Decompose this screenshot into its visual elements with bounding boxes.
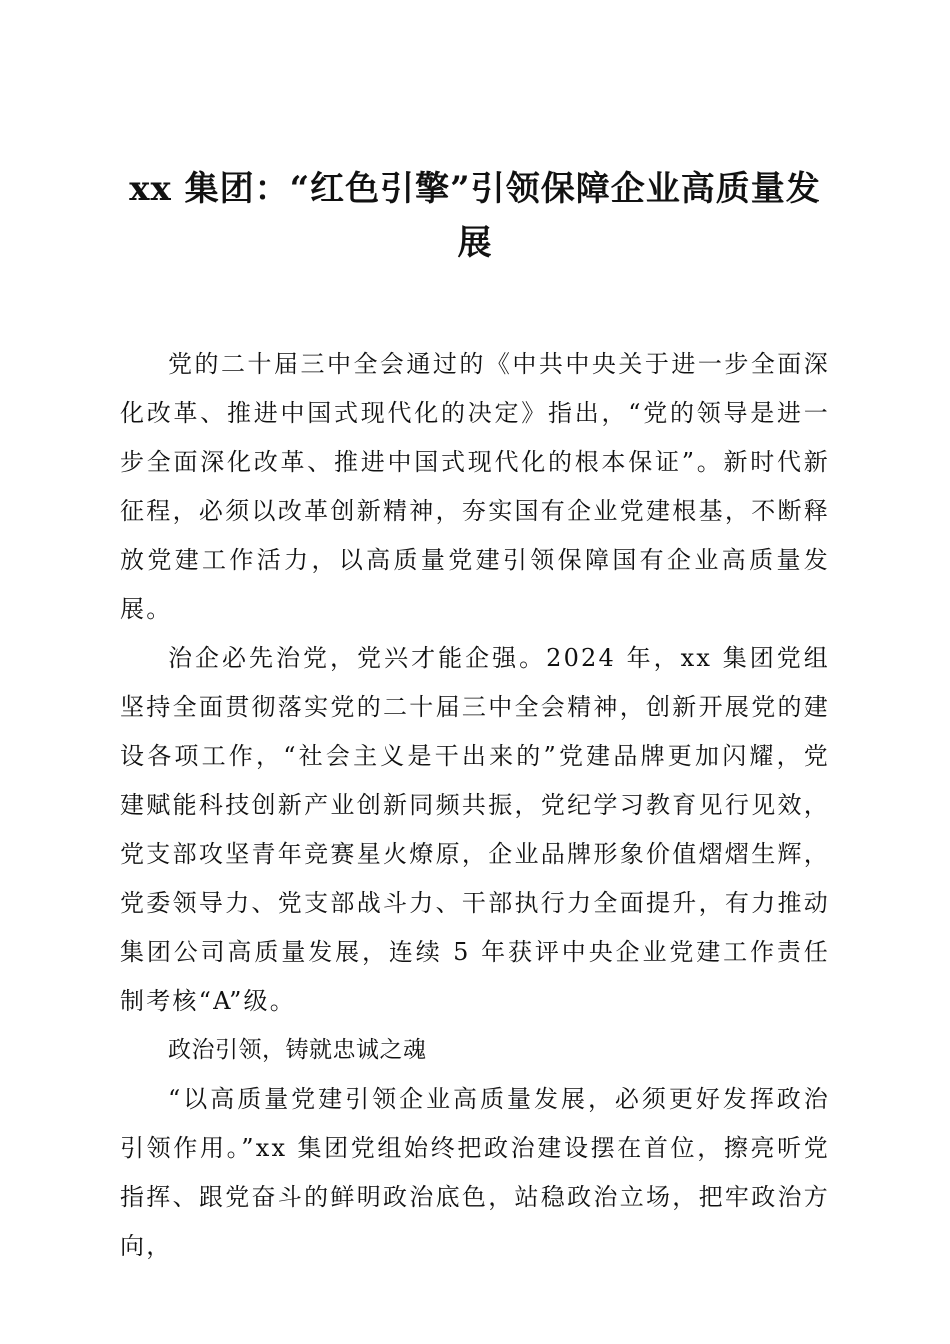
document-body <box>120 340 830 1271</box>
document-title: xx 集团：“红色引擎”引领保障企业高质量发展 <box>129 169 821 263</box>
paragraph-overview: 治企必先治党，党兴才能企强。2024 年，xx 集团党组坚持全面贯彻落实党的二十届三中全会精神，创新开展党的建设各项工作，“社会主义是干出来的”党建品牌更加闪耀，党建赋能科技创新产业创新同频共振，党纪学习教育见行见效，党支部攻坚青年竞赛星火燎原，企业品牌形象价值熠熠生辉，党委领导力、党支部战斗力、干部执行力全面提升，有力推动集团公司高质量发展，连续 5 年获评中央企业党建工作责任制考核“A”级。 <box>120 644 830 1015</box>
section-heading: 政治引领，铸就忠诚之魂 <box>168 1037 427 1063</box>
paragraph-section: “以高质量党建引领企业高质量发展，必须更好发挥政治引领作用。”xx 集团党组始终把政治建设摆在首位，擦亮听党指挥、跟党奋斗的鲜明政治底色，站稳政治立场，把牢政治方向， <box>120 1085 830 1260</box>
paragraph-intro: 党的二十届三中全会通过的《中共中央关于进一步全面深化改革、推进中国式现代化的决定》指出，“党的领导是进一步全面深化改革、推进中国式现代化的根本保证”。新时代新征程，必须以改革创新精神，夯实国有企业党建根基，不断释放党建工作活力，以高质量党建引领保障国有企业高质量发展。 <box>120 350 830 623</box>
